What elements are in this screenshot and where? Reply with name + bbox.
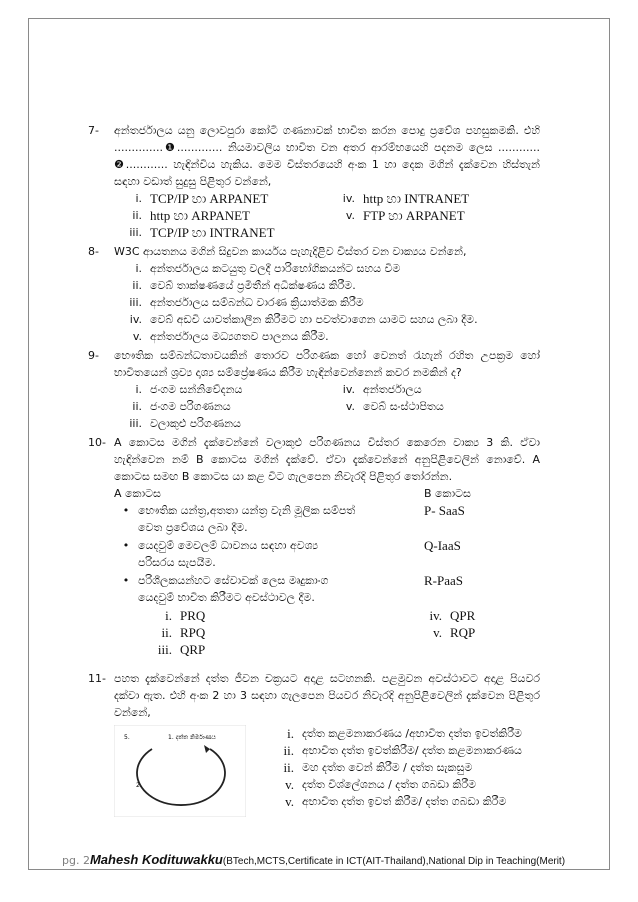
option-text: QPR	[450, 608, 476, 623]
column-b-item: P- SaaS	[424, 503, 465, 518]
option-text: PRQ	[180, 608, 206, 623]
option[interactable]	[114, 260, 540, 277]
step-number-2: 2.	[136, 782, 142, 789]
option[interactable]	[327, 398, 540, 415]
option[interactable]	[114, 381, 327, 398]
option-number: ii.	[132, 209, 142, 222]
matching-row	[114, 502, 540, 536]
option-number: ii.	[161, 625, 172, 640]
option-number: iv.	[342, 383, 355, 396]
option-list	[114, 260, 540, 345]
option[interactable]	[327, 381, 540, 398]
question-text: පහත දැක්වෙන්නේ දත්ත ජීවන චක්‍රයට අදාළ සටහනකි. පළමුවන අවස්ථාවට අදාළ පියවර දක්වා ඇත. එහි අංක 2 හා 3 සඳහා ගැලපෙන පියවර නිවැරදි අනුපිළිවෙලින් දැක්වෙන පිළිතුර වන්නේ,	[114, 672, 540, 719]
option-number: i.	[287, 726, 294, 741]
page-number: pg. 2	[62, 854, 90, 867]
option[interactable]	[254, 742, 522, 759]
question-7	[88, 122, 540, 241]
option-number: v.	[285, 777, 294, 792]
bullet-icon: •	[122, 574, 130, 587]
option-number: i.	[135, 383, 142, 396]
option-text: වෙබ් අඩවි යාවත්කාලීන කිරීමට හා පවත්වාගෙන යාමට සහය ලබා දීම.	[150, 313, 478, 326]
option-number: v.	[285, 794, 294, 809]
data-lifecycle-diagram	[114, 725, 246, 817]
author-credentials: (BTech,MCTS,Certificate in ICT(AIT-Thailand),National Dip in Teaching(Merit)	[222, 856, 566, 867]
option-text: වෙබ් සංස්ථාපිතය	[363, 400, 444, 413]
matching-table	[114, 485, 540, 606]
option[interactable]	[114, 415, 327, 432]
option[interactable]	[254, 793, 522, 810]
option-list	[114, 607, 540, 658]
question-content	[88, 122, 540, 823]
matching-row	[114, 537, 540, 571]
option[interactable]	[114, 328, 540, 345]
option-text: TCP/IP හා ARPANET	[150, 191, 269, 206]
column-b-item: R-PaaS	[424, 573, 463, 588]
question-8	[88, 243, 540, 345]
option[interactable]	[114, 294, 540, 311]
option[interactable]	[327, 207, 540, 224]
column-a-item: යෙදවුම් මෙවලම් ධාවනය සඳහා අවශ්‍ය පරිසරය සැපයීම.	[138, 539, 319, 569]
option-text: අන්තර්ජාලය	[363, 383, 422, 396]
option-number: iv.	[342, 192, 355, 205]
option[interactable]	[114, 224, 327, 241]
option-number: iii.	[129, 417, 142, 430]
option-text: දත්ත කළමනාකරණය /අභාවිත දත්ත ඉවත්කිරීම	[302, 727, 522, 740]
option-number: v.	[132, 330, 142, 343]
option-number: i.	[135, 192, 142, 205]
option-number: v.	[433, 625, 442, 640]
option-number: i.	[165, 608, 172, 623]
page-footer	[62, 852, 565, 867]
option[interactable]	[114, 207, 327, 224]
option[interactable]	[254, 759, 522, 776]
question-number: 7-	[88, 124, 99, 137]
option[interactable]	[254, 776, 522, 793]
option-number: iii.	[129, 226, 142, 239]
option-text: වලාකුළු පරිගණනය	[150, 417, 241, 430]
column-a-heading: A කොටස	[114, 487, 161, 500]
author-name: Mahesh Kodituwakku	[89, 852, 223, 867]
question-number: 10-	[88, 436, 106, 449]
option-text: අන්තර්ජාලය කටයුතු වලදී පාරිභෝගිකයන්ට සහය වීම	[150, 262, 401, 275]
option-number: iv.	[129, 313, 142, 326]
question-text: W3C ආයතනය මගින් සිදුවන කාර්යය පැහැදිළිව විස්තර වන වාක්‍යය වන්නේ,	[114, 245, 467, 258]
option-text: අන්තර්ජාලය මධ්‍යගතව පාලනය කිරීම.	[150, 330, 329, 343]
column-b-heading: B කොටස	[424, 487, 471, 500]
question-11	[88, 670, 540, 821]
step-number-5: 5.	[124, 734, 130, 741]
question-text: අන්තර්ජාලය යනු ලොවපුරා කෝටි ගණනාවක් භාවිත කරන පොදු ප්‍රවේශ පහසුකමකි. එහි ..............❶............. නියමාවලිය භාවිත වන අතර ආරම්භයෙහි පදනම ලෙස ............ ❷............ හැඳින්විය හැකිය. මෙම විස්තරයෙහි අංක 1 හා දෙක මගින් දැක්වෙන හිස්තැන් සඳහා වඩාත් සුදුසු පිළිතුර වන්නේ,	[114, 124, 540, 188]
option-number: ii.	[283, 760, 294, 775]
option-text: අන්තර්ජාලය සම්බන්ධ වාරණ ක්‍රියාත්මක කිරීම	[150, 296, 364, 309]
option-number: iii.	[129, 296, 142, 309]
option-text: TCP/IP හා INTRANET	[150, 225, 275, 240]
question-number: 8-	[88, 245, 99, 258]
option-number: iii.	[157, 642, 172, 657]
option[interactable]	[114, 277, 540, 294]
option[interactable]	[114, 190, 327, 207]
step-1-label: 1. දත්ත නිර්මාණය	[168, 734, 216, 741]
option[interactable]	[114, 607, 384, 624]
question-text: භෞතික සම්බන්ධතාවයකින් තොරව පරිගණක හෝ වෙනත් රැහැන් රහිත උපක්‍රම හෝ භාවිතයෙන් ශ්‍රව්‍ය දෘශ්‍ය සම්ප්‍රේෂණය කිරීම හැඳින්වෙන්නෙන් කවර නමකින් ද?	[114, 349, 540, 379]
option-number: v.	[345, 400, 355, 413]
column-b-item: Q-IaaS	[424, 538, 461, 553]
option-text: http හා INTRANET	[363, 191, 470, 206]
option-text: මහ දත්ත වෙන් කිරීම / දත්ත සැකසුම	[302, 761, 473, 774]
option-text: QRP	[180, 642, 206, 657]
option-number: v.	[345, 209, 355, 222]
option-number: i.	[135, 262, 142, 275]
option[interactable]	[384, 607, 540, 624]
option[interactable]	[327, 190, 540, 207]
option-text: දත්ත විශ්ලේශනය / දත්ත ගබඩා කිරීම	[302, 778, 477, 791]
option[interactable]	[114, 398, 327, 415]
matching-header	[114, 485, 540, 502]
option[interactable]	[114, 624, 384, 641]
option-text: ජංගම පරිගණනය	[150, 400, 231, 413]
option-text: http හා ARPANET	[150, 208, 250, 223]
option-list	[254, 725, 522, 810]
option[interactable]	[254, 725, 522, 742]
option-text: RQP	[450, 625, 476, 640]
question-9	[88, 347, 540, 432]
bullet-icon: •	[122, 504, 130, 517]
bullet-icon: •	[122, 539, 130, 552]
option-number: ii.	[283, 743, 294, 758]
question-text: A කොටස මගින් දැක්වෙන්නේ වලාකුළු පරිගණනය විස්තර කෙරෙන වාක්‍ය 3 කි. ඒවා හැඳින්වෙන නම් B කොටස මගින් දැක්වේ. ඒවා දැක්වෙන්නේ අනුපිළිවෙලින් නොවේ. A කොටස සමඟ B කොටස යා කළ විට ගැලපෙන නිවැරදි පිළිතුර තෝරන්න.	[114, 436, 540, 483]
option-list	[114, 190, 540, 241]
option-list	[114, 381, 540, 432]
question-number: 11-	[88, 672, 106, 685]
option[interactable]	[114, 641, 384, 658]
question-number: 9-	[88, 349, 99, 362]
option-text: වෙබ් තාක්ෂණයේ ප්‍රමිතීන් අධීක්ෂණය කිරීම.	[150, 279, 356, 292]
option-text: අභාවිත දත්ත ඉවත් කිරීම/ දත්ත ගබඩා කිරීම	[302, 795, 507, 808]
option-number: ii.	[132, 400, 142, 413]
option-text: ජංගම සන්නිවේදනය	[150, 383, 243, 396]
column-a-item: පරිශීලකයන්හට සේවාවක් ලෙස මෘදුකාංග යෙදවුම් භාවිත කිරීමට අවස්ථාවල දීම.	[138, 574, 329, 604]
option-number: iv.	[429, 608, 442, 623]
question-10	[88, 434, 540, 658]
option-text: අභාවිත දත්ත ඉවත්කිරීම/ දත්ත කළමනාකරණය	[302, 744, 522, 757]
question-11-body	[114, 725, 540, 821]
option[interactable]	[384, 624, 540, 641]
matching-row	[114, 572, 540, 606]
option-text: FTP හා ARPANET	[363, 208, 465, 223]
column-a-item: භෞතික යන්ත්‍ර,අතතා යන්ත්‍ර වැනි මූලික සම්පත් වෙත ප්‍රවේශය ලබා දීම.	[138, 504, 356, 534]
option-text: RPQ	[180, 625, 206, 640]
option-number: ii.	[132, 279, 142, 292]
option[interactable]	[114, 311, 540, 328]
